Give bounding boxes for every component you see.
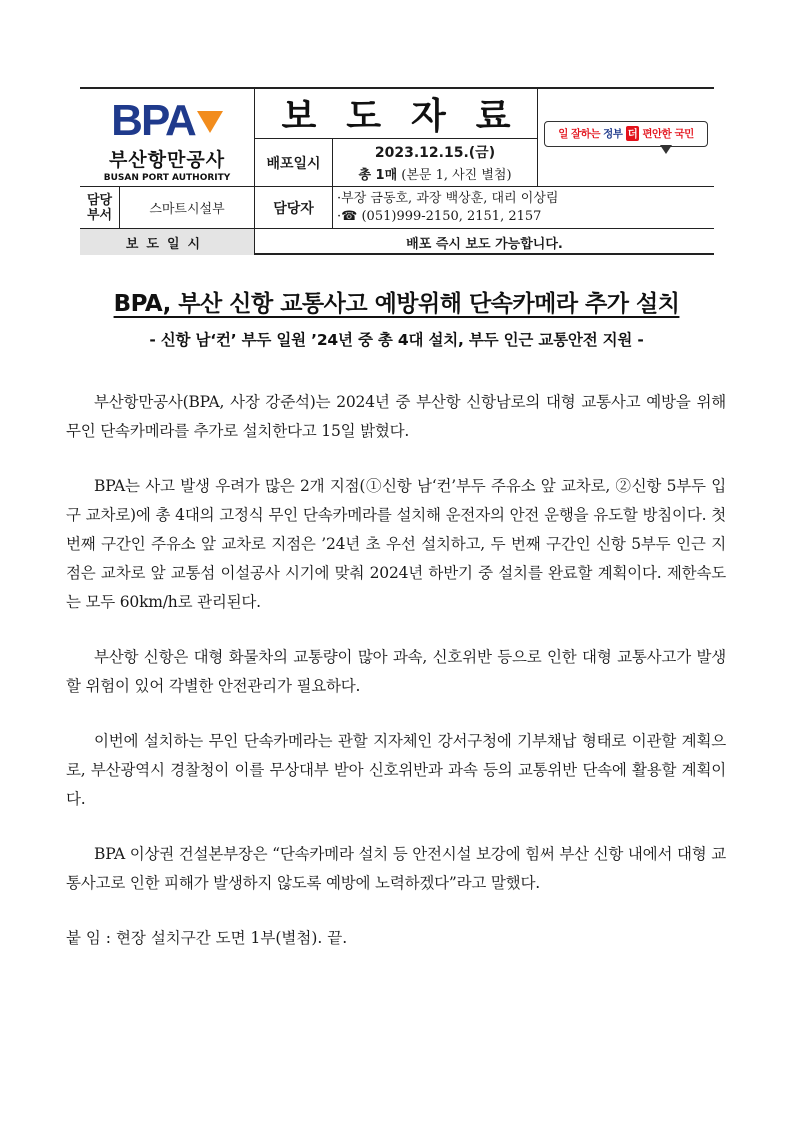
manager-cell <box>333 187 714 229</box>
orange-triangle-icon <box>197 111 223 133</box>
org-name-ko: 부산항만공사 <box>108 148 226 171</box>
dept-name: 스마트시설부 <box>120 187 255 229</box>
headline <box>0 285 793 318</box>
paragraph: BPA 이상권 건설본부장은 “단속카메라 설치 등 안전시설 보강에 힘써 부산 신항 내에서 대형 교통사고로 인한 피해가 발생하지 않도록 예방에 노력하겠다”라고 말했다. <box>66 845 726 892</box>
page-count <box>358 164 511 183</box>
manager-names: ·부장 금동호, 과장 백상훈, 대리 이상림 <box>337 190 559 206</box>
distribution-date: 2023.12.15.(금) <box>374 145 496 161</box>
phone-icon: ☎ <box>341 208 358 224</box>
header-table <box>80 87 714 255</box>
paragraph: BPA는 사고 발생 우려가 많은 2개 지점(①신항 남‘컨’부두 주유소 앞 교차로, ②신항 5부두 입구 교차로)에 총 4대의 고정식 무인 단속카메라를 설치해 운전자의 안전 운행을 유도할 방침이다. 첫 번째 구간인 주유소 앞 교차로 지점은 ’24년 초 우선 설치하고, 두 번째 구간인 신항 5부두 인근 지점은 교차로 앞 교통섬 이설공사 시기에 맞춰 2024년 하반기 중 설치를 완료할 계획이다. 제한속도는 모두 60km/h로 관리된다. <box>66 477 726 611</box>
headline-text: BPA, 부산 신항 교통사고 예방위해 단속카메라 추가 설치 <box>113 291 680 317</box>
dept-label-line2: 부서 <box>86 207 113 223</box>
slogan-part2: 정부 <box>603 128 623 140</box>
slogan-part1: 일 잘하는 <box>558 128 600 140</box>
paragraph: 이번에 설치하는 무인 단속카메라는 관할 지자체인 강서구청에 기부채납 형태로 이관할 계획으로, 부산광역시 경찰청이 이를 무상대부 받아 신호위반과 과속 등의 교통위반 단속에 활용할 계획이다. <box>66 732 726 808</box>
logo-cell <box>80 89 255 187</box>
slogan-speech-bubble <box>544 121 708 147</box>
pages-detail: (본문 1, 사진 별첨) <box>401 168 512 183</box>
phone-row: ·☎ (051)999-2150, 2151, 2157 <box>337 208 542 224</box>
slogan-badge <box>544 121 708 155</box>
bpa-logo <box>111 95 223 145</box>
org-name-en: BUSAN PORT AUTHORITY <box>103 172 231 183</box>
dept-label <box>80 187 120 229</box>
doc-title: 보도자료 <box>281 96 541 137</box>
distribution-date-label: 배포일시 <box>255 139 333 187</box>
release-label: 보도일시 <box>80 229 255 255</box>
paragraph: 부산항만공사(BPA, 사장 강준석)는 2024년 중 부산항 신항남로의 대형 교통사고 예방을 위해 무인 단속카메라를 추가로 설치한다고 15일 밝혔다. <box>66 393 726 440</box>
distribution-date-cell <box>333 139 538 187</box>
article-body <box>66 388 726 953</box>
subheadline: - 신항 남‘컨’ 부두 일원 ’24년 중 총 4대 설치, 부두 인근 교통안전 지원 - <box>149 331 644 349</box>
phone-numbers: (051)999-2150, 2151, 2157 <box>361 208 542 224</box>
doc-title-cell <box>255 89 541 139</box>
manager-label: 담당자 <box>255 187 333 229</box>
attachment-note: 붙 임 : 현장 설치구간 도면 1부(별첨). 끝. <box>66 929 348 947</box>
pages-total: 총 1매 <box>358 168 398 183</box>
slogan-part3: 더 <box>627 128 638 140</box>
speech-bubble-tail-icon <box>660 145 672 154</box>
bpa-logo-text: BPA <box>111 95 195 145</box>
slogan-cell <box>538 89 714 187</box>
dept-label-line1: 담당 <box>86 192 113 208</box>
release-text: 배포 즉시 보도 가능합니다. <box>406 236 563 252</box>
paragraph: 부산항 신항은 대형 화물차의 교통량이 많아 과속, 신호위반 등으로 인한 대형 교통사고가 발생할 위험이 있어 각별한 안전관리가 필요하다. <box>66 648 726 695</box>
slogan-part4: 편안한 국민 <box>642 128 694 140</box>
